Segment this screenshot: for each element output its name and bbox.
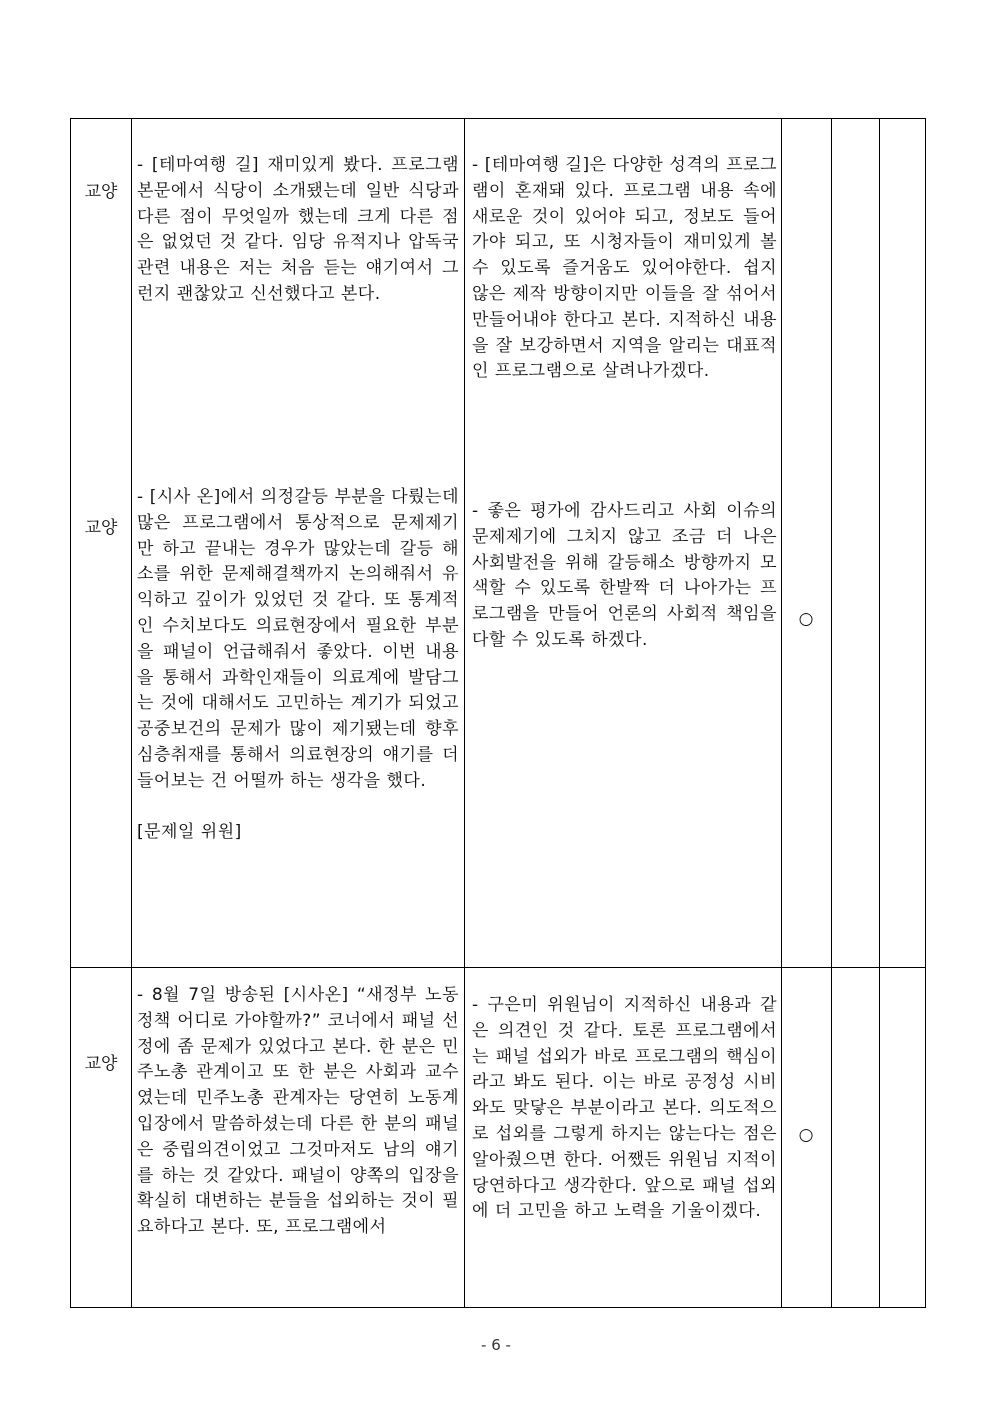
row-1-opinion-text: - [테마여행 길] 재미있게 봤다. 프로그램 본문에서 식당이 소개됐는데 일반 식당과 다른 점이 무엇일까 했는데 크게 다른 점은 없었던 것 같다. 임당 유적지나 압독국 관련 내용은 저는 처음 듣는 얘기여서 그런지 괜찮았고 신선했다고 본다.	[137, 155, 460, 304]
row-3-opinion	[137, 983, 459, 1241]
row-divider	[71, 967, 925, 968]
row-3-opinion-text: - 8월 7일 방송된 [시사온] “새정부 노동정책 어디로 가야할까?” 코너에서 패널 선정에 좀 문제가 있었다고 본다. 한 분은 민주노총 관계이고 또 한 분은 사회과 교수였는데 민주노총 관계자는 당연히 노동계 입장에서 말씀하셨는데 다른 한 분의 패널은 중립의견이었고 그것마저도 남의 얘기를 하는 것 같았다. 패널이 양쪽의 입장을 확실히 대변하는 분들을 섭외하는 것이 필요하다고 본다. 또, 프로그램에서	[137, 985, 460, 1238]
row-1-response-text: - [테마여행 길]은 다양한 성격의 프로그램이 혼재돼 있다. 프로그램 내용 속에 새로운 것이 있어야 되고, 정보도 들어가야 되고, 또 시청자들이 재미있게 볼 수 있도록 즐거움도 있어야한다. 쉽지 않은 제작 방향이지만 이들을 잘 섞어서 만들어내야 한다고 본다. 지적하신 내용을 잘 보강하면서 지역을 알리는 대표적인 프로그램으로 살려나가겠다.	[472, 155, 777, 382]
row-1-category: 교양	[84, 182, 118, 202]
row-2-opinion-text: - [시사 온]에서 의정갈등 부분을 다뤘는데 많은 프로그램에서 통상적으로 문제제기만 하고 끝내는 경우가 많았는데 갈등 해소를 위한 문제해결책까지 논의해줘서 유익하고 깊이가 있었던 것 같다. 또 통계적인 수치보다도 의료현장에서 필요한 부분을 패널이 언급해줘서 좋았다. 이번 내용을 통해서 과학인재들이 의료계에 발담그는 것에 대해서도 고민하는 계기가 되었고 공중보건의 문제가 많이 제기됐는데 향후 심층취재를 통해서 의료현장의 얘기를 더 들어보는 건 어떨까 하는 생각을 했다.	[137, 487, 460, 791]
row-1-opinion	[137, 153, 459, 308]
row-3-mark: ○	[798, 1125, 814, 1145]
row-2-response-text: - 좋은 평가에 감사드리고 사회 이슈의 문제제기에 그치지 않고 조금 더 나은 사회발전을 위해 갈등해소 방향까지 모색할 수 있도록 한발짝 더 나아가는 프로그램을 만들어 언론의 사회적 책임을 다할 수 있도록 하겠다.	[472, 501, 777, 650]
page-number: - 6 -	[481, 1336, 511, 1354]
row-3-category: 교양	[84, 1054, 118, 1074]
row-3-response-text: - 구은미 위원님이 지적하신 내용과 같은 의견인 것 같다. 토론 프로그램에서는 패널 섭외가 바로 프로그램의 핵심이라고 봐도 된다. 이는 바로 공정성 시비와도 맞닿은 부분이라고 본다. 의도적으로 섭외를 그렇게 하지는 않는다는 점은 알아줬으면 한다. 어쨌든 위원님 지적이 당연하다고 생각한다. 앞으로 패널 섭외에 더 고민을 하고 노력을 기울이겠다.	[472, 995, 777, 1222]
row-2-response	[472, 499, 777, 654]
row-2-opinion-signature: [문제일 위원]	[137, 821, 242, 842]
row-1-response	[472, 153, 777, 385]
review-table	[70, 118, 926, 1308]
row-2-category: 교양	[84, 518, 118, 538]
column-divider	[879, 119, 880, 1307]
column-divider	[831, 119, 832, 1307]
row-2-opinion	[137, 485, 459, 845]
column-divider	[131, 119, 132, 1307]
row-2-mark: ○	[798, 609, 814, 629]
row-3-response	[472, 993, 777, 1225]
column-divider	[464, 119, 465, 1307]
